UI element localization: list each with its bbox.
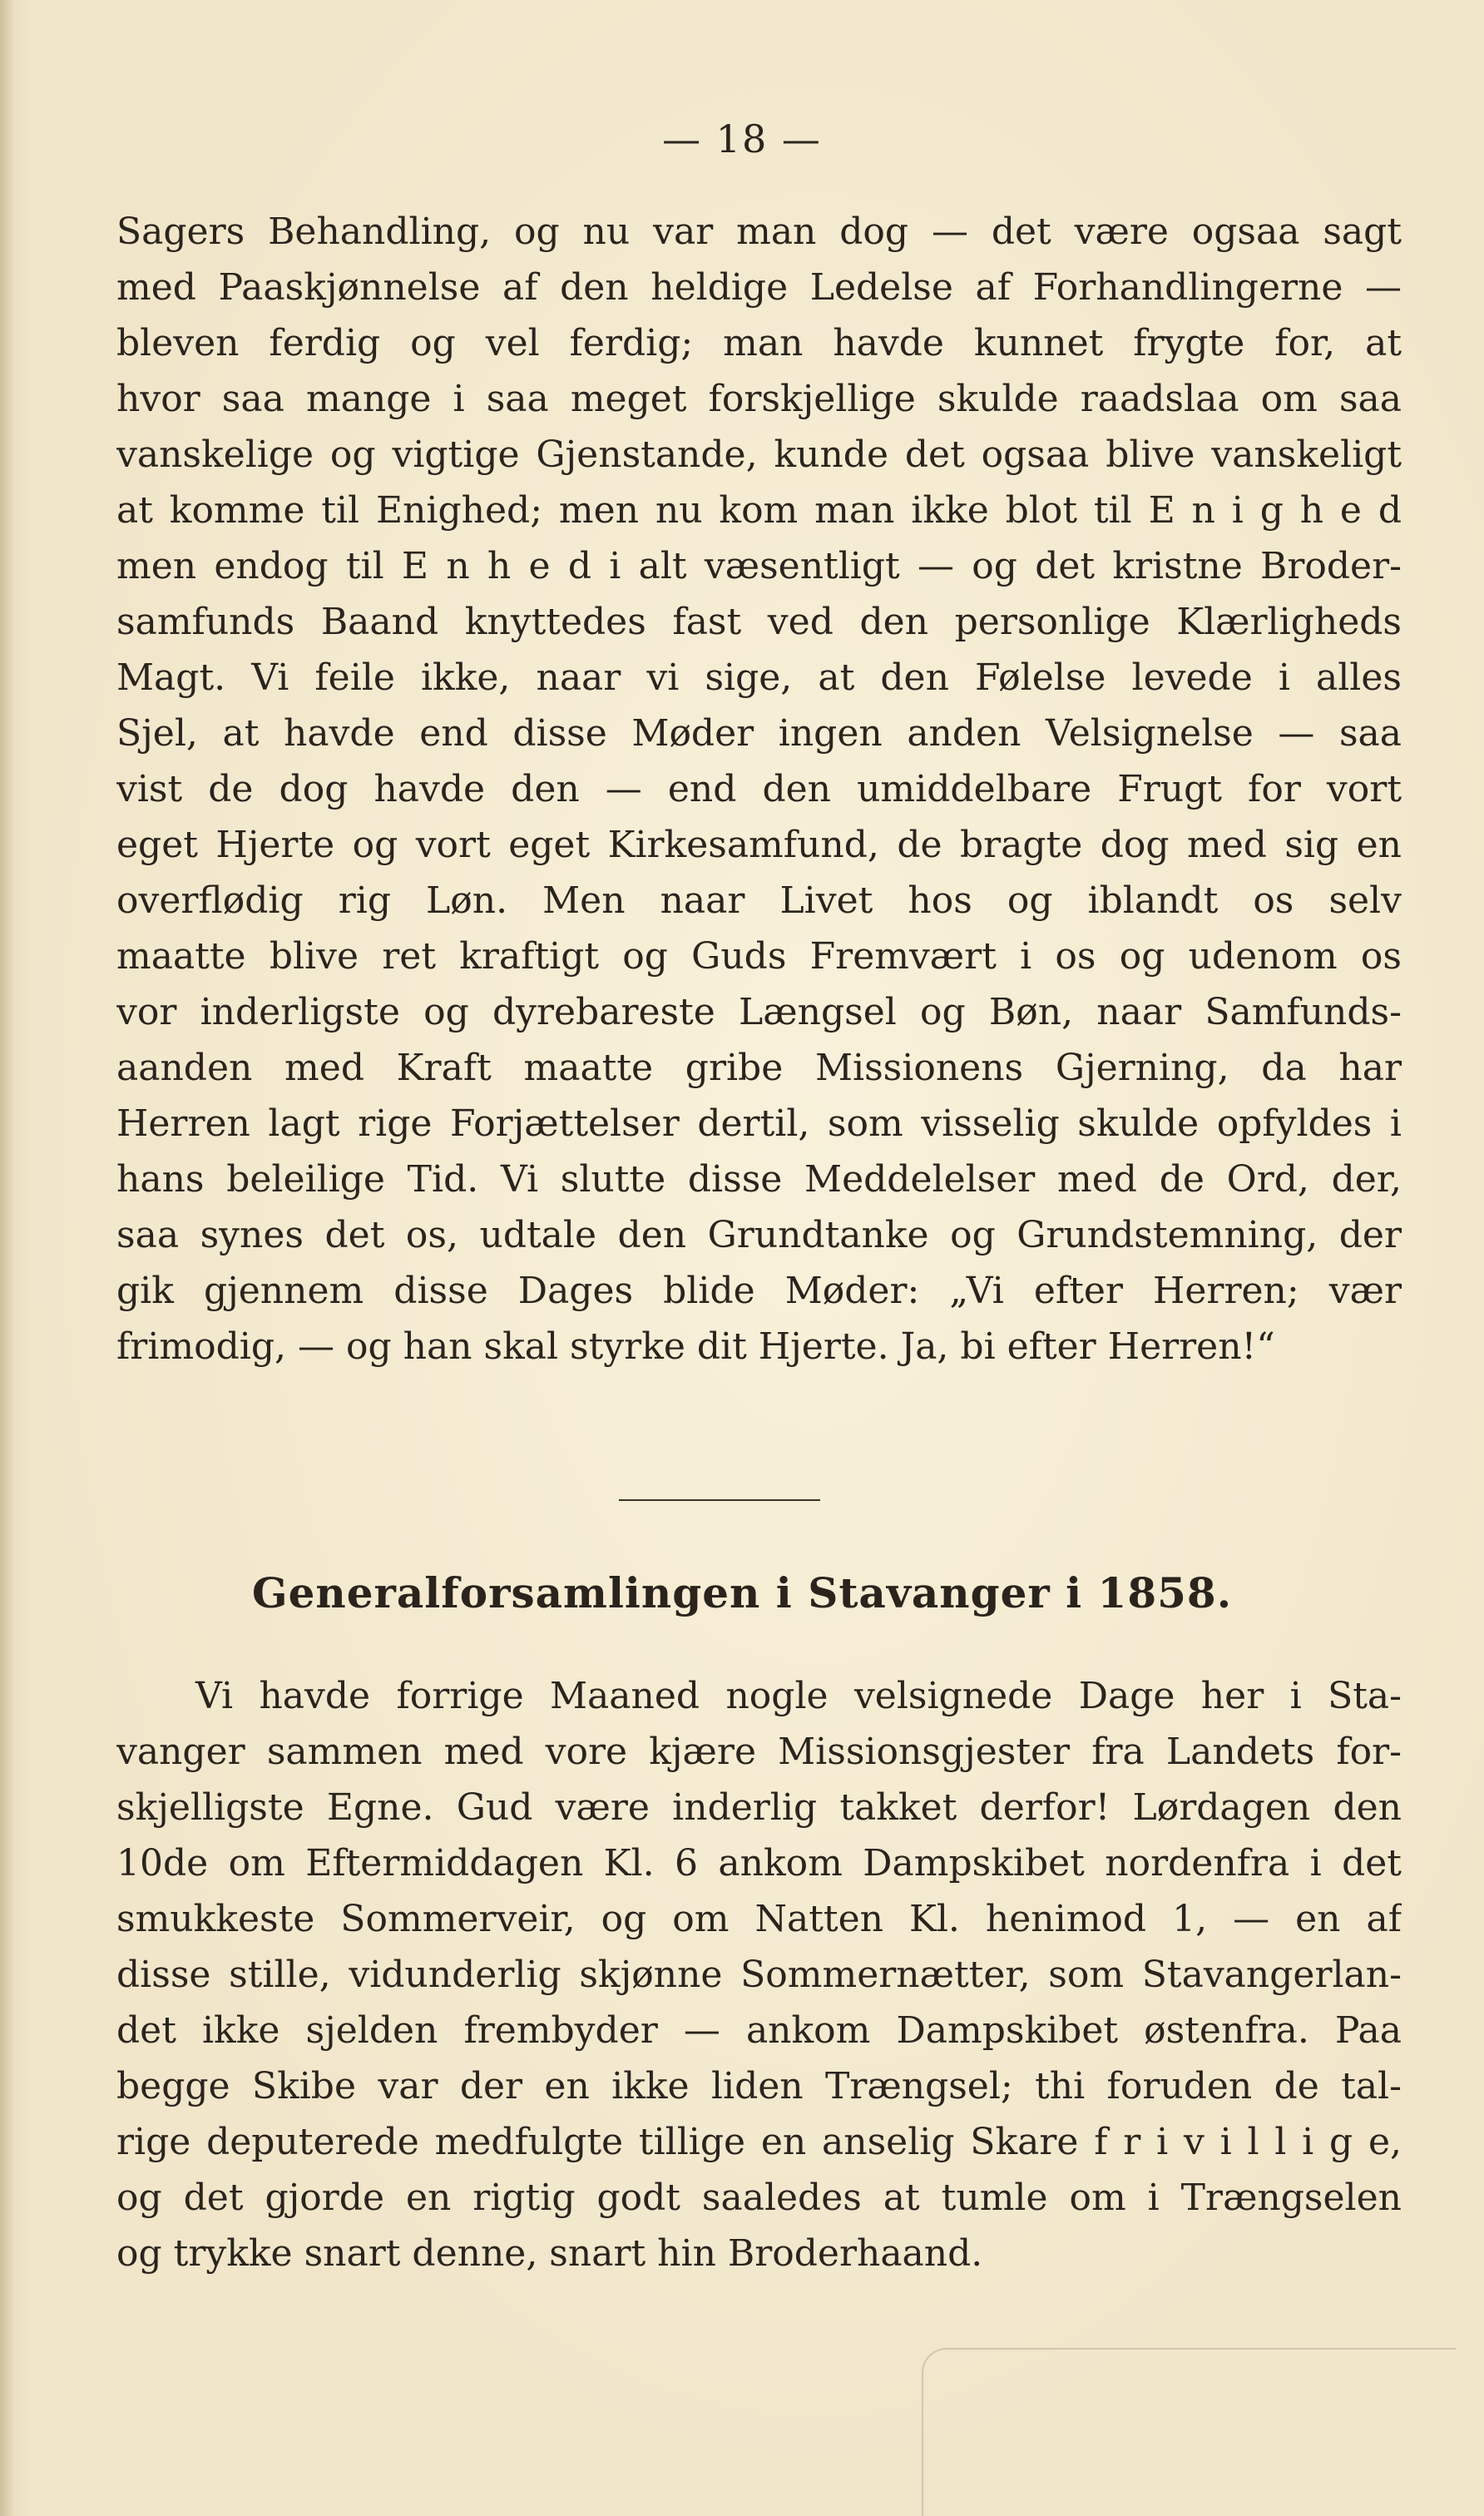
text-line: frimodig, — og han skal styrke dit Hjerte. Ja, bi efter Herren!“ bbox=[116, 1325, 1275, 1368]
section-continued-text bbox=[116, 204, 1402, 1374]
text-line: maatte blive ret kraftigt og Guds Fremvært i os og udenom os bbox=[116, 935, 1402, 978]
text-line: vanger sammen med vore kjære Missionsgjester fra Landets for- bbox=[116, 1731, 1402, 1773]
text-line: med Paaskjønnelse af den heldige Ledelse af Forhandlingerne — bbox=[116, 266, 1402, 309]
text-line: overflødig rig Løn. Men naar Livet hos og iblandt os selv bbox=[116, 879, 1402, 922]
text-line: Sagers Behandling, og nu var man dog — det være ogsaa sagt bbox=[116, 210, 1402, 253]
text-line: bleven ferdig og vel ferdig; man havde kunnet frygte for, at bbox=[116, 322, 1402, 364]
text-line: at komme til Enighed; men nu kom man ikke blot til E n i g h e d bbox=[116, 489, 1402, 532]
text-line: det ikke sjelden frembyder — ankom Dampskibet østenfra. Paa bbox=[116, 2009, 1402, 2052]
page-spine-shadow bbox=[0, 0, 15, 2516]
page-corner-impression bbox=[922, 2348, 1456, 2516]
section-divider bbox=[619, 1499, 820, 1501]
text-line: og trykke snart denne, snart hin Broderhaand. bbox=[116, 2232, 983, 2275]
text-line: vanskelige og vigtige Gjenstande, kunde det ogsaa blive vanskeligt bbox=[116, 433, 1402, 476]
text-line: Sjel, at havde end disse Møder ingen anden Velsignelse — saa bbox=[116, 712, 1402, 755]
text-line: Vi havde forrige Maaned nogle velsignede Dage her i Sta- bbox=[195, 1675, 1402, 1717]
text-line: 10de om Eftermiddagen Kl. 6 ankom Dampskibet nordenfra i det bbox=[116, 1842, 1402, 1885]
text-line: hans beleilige Tid. Vi slutte disse Meddelelser med de Ord, der, bbox=[116, 1158, 1402, 1201]
text-line: men endog til E n h e d i alt væsentligt — og det kristne Broder- bbox=[116, 545, 1402, 587]
text-line: vist de dog havde den — end den umiddelbare Frugt for vort bbox=[116, 768, 1402, 810]
text-line: smukkeste Sommerveir, og om Natten Kl. henimod 1, — en af bbox=[116, 1898, 1402, 1940]
text-line: Herren lagt rige Forjættelser dertil, som visselig skulde opfyldes i bbox=[116, 1102, 1402, 1145]
text-line: hvor saa mange i saa meget forskjellige skulde raadslaa om saa bbox=[116, 378, 1402, 420]
text-line: aanden med Kraft maatte gribe Missionens Gjerning, da har bbox=[116, 1047, 1402, 1089]
text-line: skjelligste Egne. Gud være inderlig takket derfor! Lørdagen den bbox=[116, 1786, 1402, 1829]
text-line: samfunds Baand knyttedes fast ved den personlige Klærligheds bbox=[116, 601, 1402, 643]
text-line: gik gjennem disse Dages blide Møder: „Vi efter Herren; vær bbox=[116, 1270, 1402, 1312]
text-line: eget Hjerte og vort eget Kirkesamfund, de bragte dog med sig en bbox=[116, 824, 1402, 866]
text-line: vor inderligste og dyrebareste Længsel og Bøn, naar Samfunds- bbox=[116, 991, 1402, 1033]
text-line: disse stille, vidunderlig skjønne Sommernætter, som Stavangerlan- bbox=[116, 1954, 1402, 1996]
text-line: Magt. Vi feile ikke, naar vi sige, at den Følelse levede i alles bbox=[116, 656, 1402, 699]
text-line: saa synes det os, udtale den Grundtanke og Grundstemning, der bbox=[116, 1214, 1402, 1256]
text-line: rige deputerede medfulgte tillige en anselig Skare f r i v i l l i g e, bbox=[116, 2121, 1402, 2163]
text-line: og det gjorde en rigtig godt saaledes at tumle om i Trængselen bbox=[116, 2177, 1402, 2219]
page-number: — 18 — bbox=[662, 116, 822, 161]
section-heading: Generalforsamlingen i Stavanger i 1858. bbox=[251, 1568, 1233, 1617]
section-body-text bbox=[116, 1668, 1402, 2281]
text-line: begge Skibe var der en ikke liden Trængsel; thi foruden de tal- bbox=[116, 2065, 1402, 2107]
